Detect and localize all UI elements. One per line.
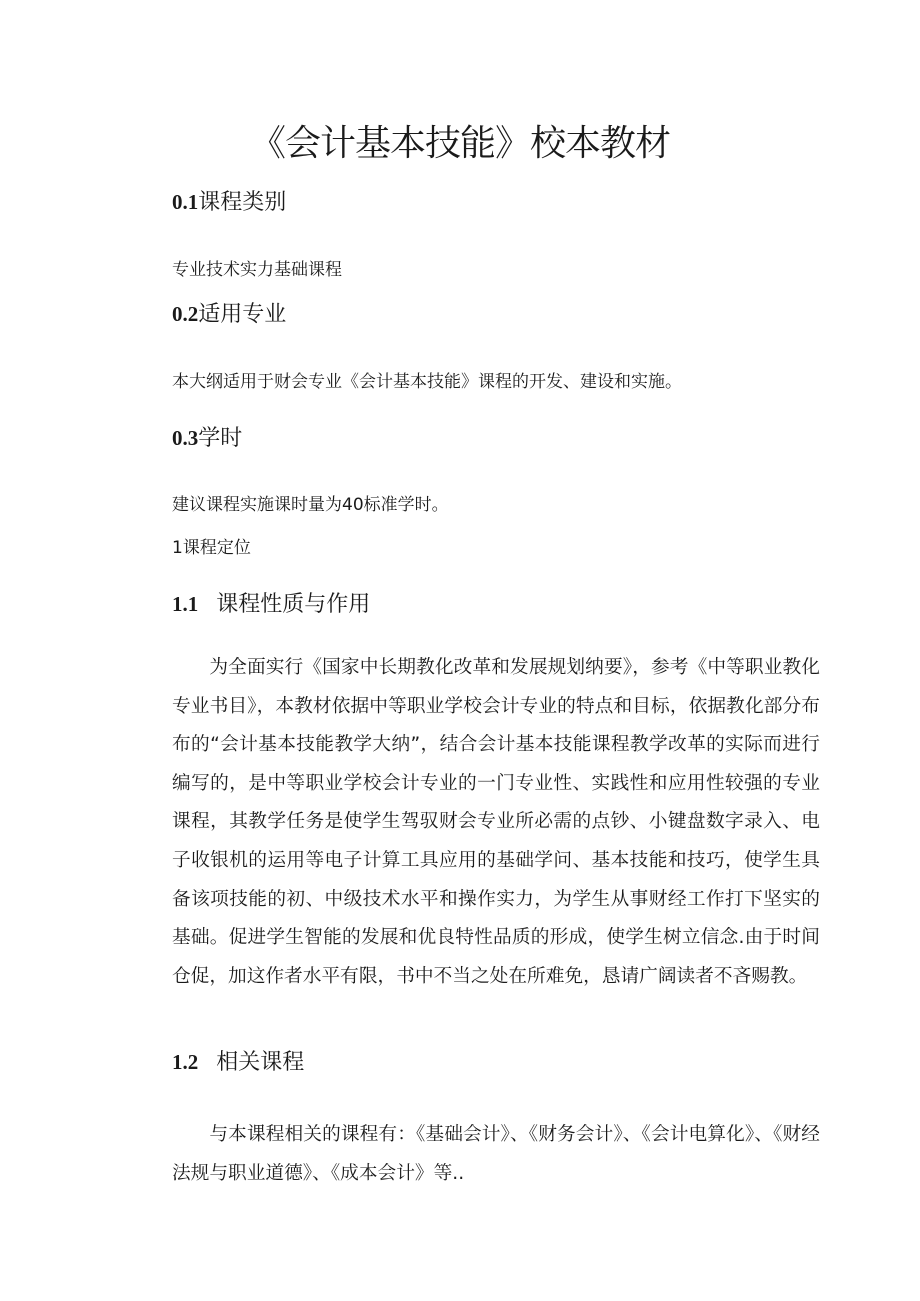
subsection-heading-1-2 [172, 1046, 304, 1079]
section-number: 0.2 [172, 302, 199, 326]
subsection-title: 课程性质与作用 [216, 592, 371, 617]
section-title: 学时 [198, 426, 243, 451]
subsection-text-1-1: 为全面实行《国家中长期教化改革和发展规划纳要》，参考《中等职业教化专业书目》，本教材依据中等职业学校会计专业的特点和目标，依据教化部分布布的“会计基本技能教学大纳”，结合会计基本技能课程教学改革的实际而进行编写的，是中等职业学校会计专业的一门专业性、实践性和应用性较强的专业课程，其教学任务是使学生驾驭财会专业所必需的点钞、小键盘数字录入、电子收银机的运用等电子计算工具应用的基础学问、基本技能和技巧，使学生具备该项技能的初、中级技术水平和操作实力，为学生从事财经工作打下坚实的基础。促进学生智能的发展和优良特性品质的形成，使学生树立信念.由于时间仓促，加这作者水平有限，书中不当之处在所难免，恳请广阔读者不吝赐教。 [172, 657, 820, 987]
section-text-0-2: 本大纲适用于财会专业《会计基本技能》课程的开发、建设和实施。 [172, 372, 682, 392]
section-number: 0.1 [172, 190, 199, 214]
subsection-heading-1-1 [172, 588, 370, 621]
subsection-text-1-2: 与本课程相关的课程有：《基础会计》、《财务会计》、《会计电算化》、《财经法规与职业道德》、《成本会计》等.. [172, 1124, 820, 1184]
section-text-0-1: 专业技术实力基础课程 [172, 260, 342, 280]
section-heading-0-1 [172, 186, 286, 219]
subsection-title: 相关课程 [216, 1050, 305, 1075]
section-title: 适用专业 [198, 302, 287, 327]
subsection-number: 1.2 [172, 1050, 199, 1074]
section-heading-0-3 [172, 422, 242, 455]
section-heading-0-2 [172, 298, 286, 331]
section-text-0-3: 建议课程实施课时量为40标准学时。 [172, 495, 449, 515]
subsection-number: 1.1 [172, 592, 199, 616]
document-title: 《会计基本技能》校本教材 [249, 123, 670, 164]
section-number: 0.3 [172, 426, 199, 450]
section-title: 课程类别 [198, 190, 287, 215]
chapter-heading: 1课程定位 [172, 538, 251, 558]
